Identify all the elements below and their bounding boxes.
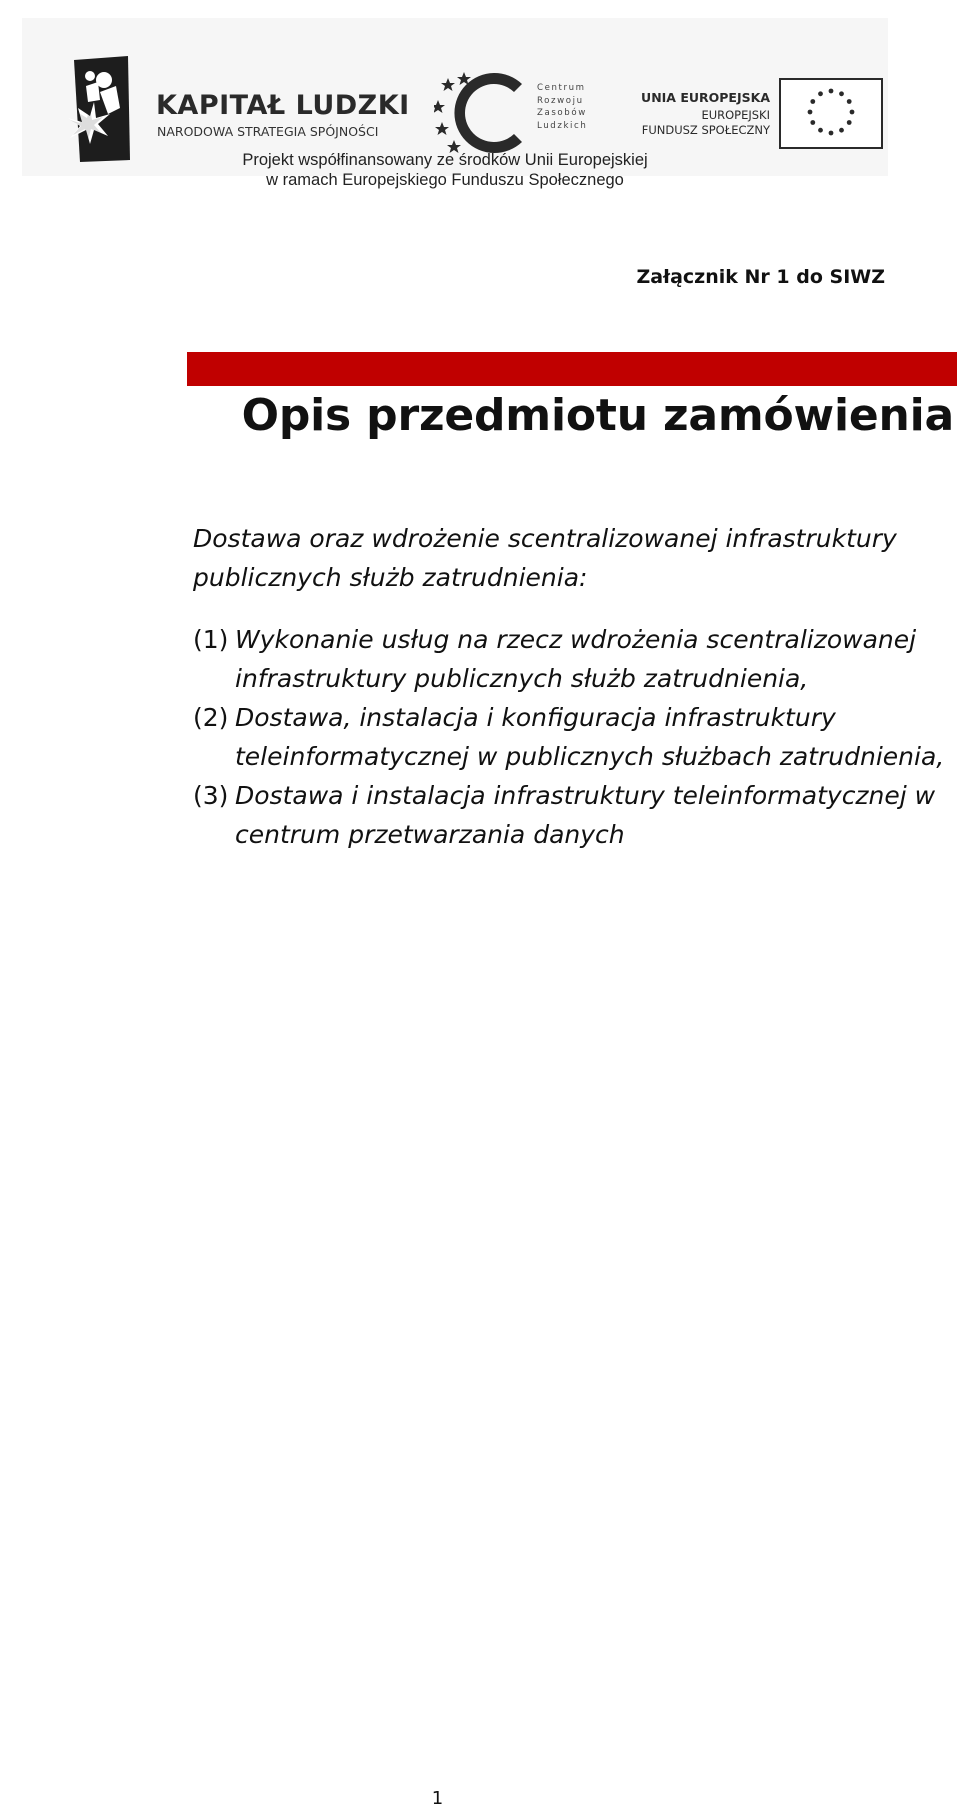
crzl-line-4: Ludzkich	[537, 120, 588, 131]
eu-line-1: UNIA EUROPEJSKA	[641, 90, 770, 105]
list-item-text: Dostawa i instalacja infrastruktury teleinformatycznej w centrum przetwarzania danych	[235, 781, 936, 849]
kapital-ludzki-title: KAPITAŁ LUDZKI	[156, 90, 410, 121]
cofinancing-line-1: Projekt współfinansowany ze środków Unii Europejskiej	[242, 151, 648, 169]
intro-paragraph: Dostawa oraz wdrożenie scentralizowanej infrastruktury publicznych służb zatrudnienia:	[193, 524, 897, 592]
eu-efs-text	[634, 90, 770, 138]
eu-flag-icon	[779, 78, 883, 149]
eu-efs-logo	[634, 78, 884, 150]
crzl-logo	[434, 70, 594, 156]
crzl-line-2: Rozwoju	[537, 95, 584, 106]
crzl-logo-text	[537, 82, 587, 132]
title-accent-band	[187, 352, 957, 386]
page-number: 1	[431, 1788, 444, 1809]
list-item-number: (1)	[193, 625, 229, 654]
cofinancing-line-2: w ramach Europejskiego Funduszu Społecznego	[266, 171, 624, 189]
crzl-star-emblem-icon	[434, 70, 534, 156]
list-item-number: (3)	[193, 781, 229, 810]
cofinancing-notice	[160, 150, 730, 190]
page-title: Opis przedmiotu zamówienia	[241, 390, 954, 441]
crzl-line-3: Zasobów	[537, 108, 587, 118]
kapital-ludzki-emblem-icon	[60, 56, 132, 164]
eu-line-2: EUROPEJSKI	[701, 108, 770, 122]
scope-list	[193, 620, 957, 854]
list-item-text: Dostawa, instalacja i konfiguracja infrastruktury teleinformatycznej w publicznych służbach zatrudnienia,	[235, 703, 945, 771]
kapital-ludzki-subtitle: NARODOWA STRATEGIA SPÓJNOŚCI	[157, 124, 379, 139]
list-item-text: Wykonanie usług na rzecz wdrożenia scentralizowanej infrastruktury publicznych służb zatrudnienia,	[235, 625, 917, 693]
list-item	[193, 776, 957, 854]
crzl-line-1: Centrum	[537, 83, 586, 93]
annex-label: Załącznik Nr 1 do SIWZ	[636, 266, 885, 288]
list-item	[193, 620, 957, 698]
list-item-number: (2)	[193, 703, 229, 732]
list-item	[193, 698, 957, 776]
eu-line-3: FUNDUSZ SPOŁECZNY	[641, 123, 770, 137]
